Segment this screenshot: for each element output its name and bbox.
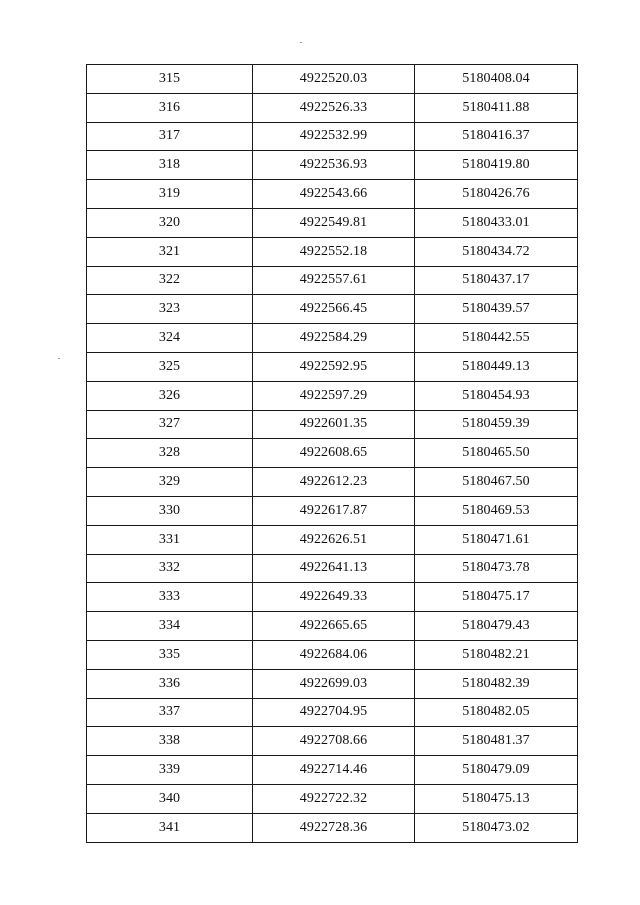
y-coordinate-cell: 5180434.72 (415, 237, 578, 266)
point-number-cell: 320 (87, 208, 253, 237)
table-row (87, 640, 578, 669)
y-coordinate-cell: 5180482.39 (415, 669, 578, 698)
point-number-cell: 337 (87, 698, 253, 727)
table-row (87, 612, 578, 641)
y-coordinate-cell: 5180459.39 (415, 410, 578, 439)
x-coordinate-cell: 4922617.87 (253, 496, 415, 525)
table-row (87, 352, 578, 381)
point-number-cell: 319 (87, 180, 253, 209)
x-coordinate-cell: 4922549.81 (253, 208, 415, 237)
point-number-cell: 331 (87, 525, 253, 554)
point-number-cell: 341 (87, 813, 253, 842)
table-row (87, 266, 578, 295)
point-number-cell: 334 (87, 612, 253, 641)
x-coordinate-cell: 4922684.06 (253, 640, 415, 669)
y-coordinate-cell: 5180479.09 (415, 756, 578, 785)
point-number-cell: 326 (87, 381, 253, 410)
y-coordinate-cell: 5180411.88 (415, 93, 578, 122)
scan-speck (300, 42, 302, 43)
y-coordinate-cell: 5180473.78 (415, 554, 578, 583)
table-row (87, 698, 578, 727)
point-number-cell: 340 (87, 784, 253, 813)
x-coordinate-cell: 4922601.35 (253, 410, 415, 439)
table-row (87, 65, 578, 94)
table-row (87, 468, 578, 497)
x-coordinate-cell: 4922704.95 (253, 698, 415, 727)
y-coordinate-cell: 5180479.43 (415, 612, 578, 641)
x-coordinate-cell: 4922597.29 (253, 381, 415, 410)
y-coordinate-cell: 5180481.37 (415, 727, 578, 756)
x-coordinate-cell: 4922699.03 (253, 669, 415, 698)
x-coordinate-cell: 4922728.36 (253, 813, 415, 842)
y-coordinate-cell: 5180467.50 (415, 468, 578, 497)
scan-speck (58, 358, 60, 359)
y-coordinate-cell: 5180437.17 (415, 266, 578, 295)
coordinate-table-body (87, 65, 578, 843)
point-number-cell: 318 (87, 151, 253, 180)
y-coordinate-cell: 5180475.17 (415, 583, 578, 612)
y-coordinate-cell: 5180433.01 (415, 208, 578, 237)
x-coordinate-cell: 4922626.51 (253, 525, 415, 554)
x-coordinate-cell: 4922543.66 (253, 180, 415, 209)
table-row (87, 496, 578, 525)
y-coordinate-cell: 5180439.57 (415, 295, 578, 324)
coordinate-table (86, 64, 578, 843)
point-number-cell: 328 (87, 439, 253, 468)
point-number-cell: 316 (87, 93, 253, 122)
x-coordinate-cell: 4922552.18 (253, 237, 415, 266)
x-coordinate-cell: 4922536.93 (253, 151, 415, 180)
point-number-cell: 315 (87, 65, 253, 94)
point-number-cell: 336 (87, 669, 253, 698)
y-coordinate-cell: 5180482.21 (415, 640, 578, 669)
y-coordinate-cell: 5180419.80 (415, 151, 578, 180)
table-row (87, 122, 578, 151)
y-coordinate-cell: 5180416.37 (415, 122, 578, 151)
point-number-cell: 327 (87, 410, 253, 439)
x-coordinate-cell: 4922526.33 (253, 93, 415, 122)
x-coordinate-cell: 4922649.33 (253, 583, 415, 612)
x-coordinate-cell: 4922532.99 (253, 122, 415, 151)
x-coordinate-cell: 4922714.46 (253, 756, 415, 785)
table-row (87, 554, 578, 583)
y-coordinate-cell: 5180442.55 (415, 324, 578, 353)
x-coordinate-cell: 4922557.61 (253, 266, 415, 295)
table-row (87, 324, 578, 353)
table-row (87, 93, 578, 122)
table-row (87, 525, 578, 554)
point-number-cell: 322 (87, 266, 253, 295)
point-number-cell: 338 (87, 727, 253, 756)
y-coordinate-cell: 5180482.05 (415, 698, 578, 727)
y-coordinate-cell: 5180473.02 (415, 813, 578, 842)
point-number-cell: 317 (87, 122, 253, 151)
x-coordinate-cell: 4922520.03 (253, 65, 415, 94)
table-row (87, 756, 578, 785)
table-row (87, 813, 578, 842)
x-coordinate-cell: 4922665.65 (253, 612, 415, 641)
table-row (87, 439, 578, 468)
table-row (87, 151, 578, 180)
point-number-cell: 323 (87, 295, 253, 324)
table-row (87, 583, 578, 612)
x-coordinate-cell: 4922708.66 (253, 727, 415, 756)
table-row (87, 669, 578, 698)
y-coordinate-cell: 5180465.50 (415, 439, 578, 468)
x-coordinate-cell: 4922608.65 (253, 439, 415, 468)
y-coordinate-cell: 5180475.13 (415, 784, 578, 813)
table-row (87, 727, 578, 756)
point-number-cell: 324 (87, 324, 253, 353)
point-number-cell: 335 (87, 640, 253, 669)
y-coordinate-cell: 5180469.53 (415, 496, 578, 525)
y-coordinate-cell: 5180426.76 (415, 180, 578, 209)
table-row (87, 180, 578, 209)
table-row (87, 410, 578, 439)
x-coordinate-cell: 4922641.13 (253, 554, 415, 583)
x-coordinate-cell: 4922722.32 (253, 784, 415, 813)
point-number-cell: 321 (87, 237, 253, 266)
y-coordinate-cell: 5180471.61 (415, 525, 578, 554)
point-number-cell: 325 (87, 352, 253, 381)
point-number-cell: 332 (87, 554, 253, 583)
x-coordinate-cell: 4922592.95 (253, 352, 415, 381)
table-row (87, 381, 578, 410)
y-coordinate-cell: 5180408.04 (415, 65, 578, 94)
x-coordinate-cell: 4922584.29 (253, 324, 415, 353)
point-number-cell: 330 (87, 496, 253, 525)
y-coordinate-cell: 5180454.93 (415, 381, 578, 410)
y-coordinate-cell: 5180449.13 (415, 352, 578, 381)
table-row (87, 295, 578, 324)
x-coordinate-cell: 4922612.23 (253, 468, 415, 497)
x-coordinate-cell: 4922566.45 (253, 295, 415, 324)
point-number-cell: 333 (87, 583, 253, 612)
point-number-cell: 339 (87, 756, 253, 785)
table-row (87, 237, 578, 266)
table-row (87, 784, 578, 813)
table-row (87, 208, 578, 237)
point-number-cell: 329 (87, 468, 253, 497)
